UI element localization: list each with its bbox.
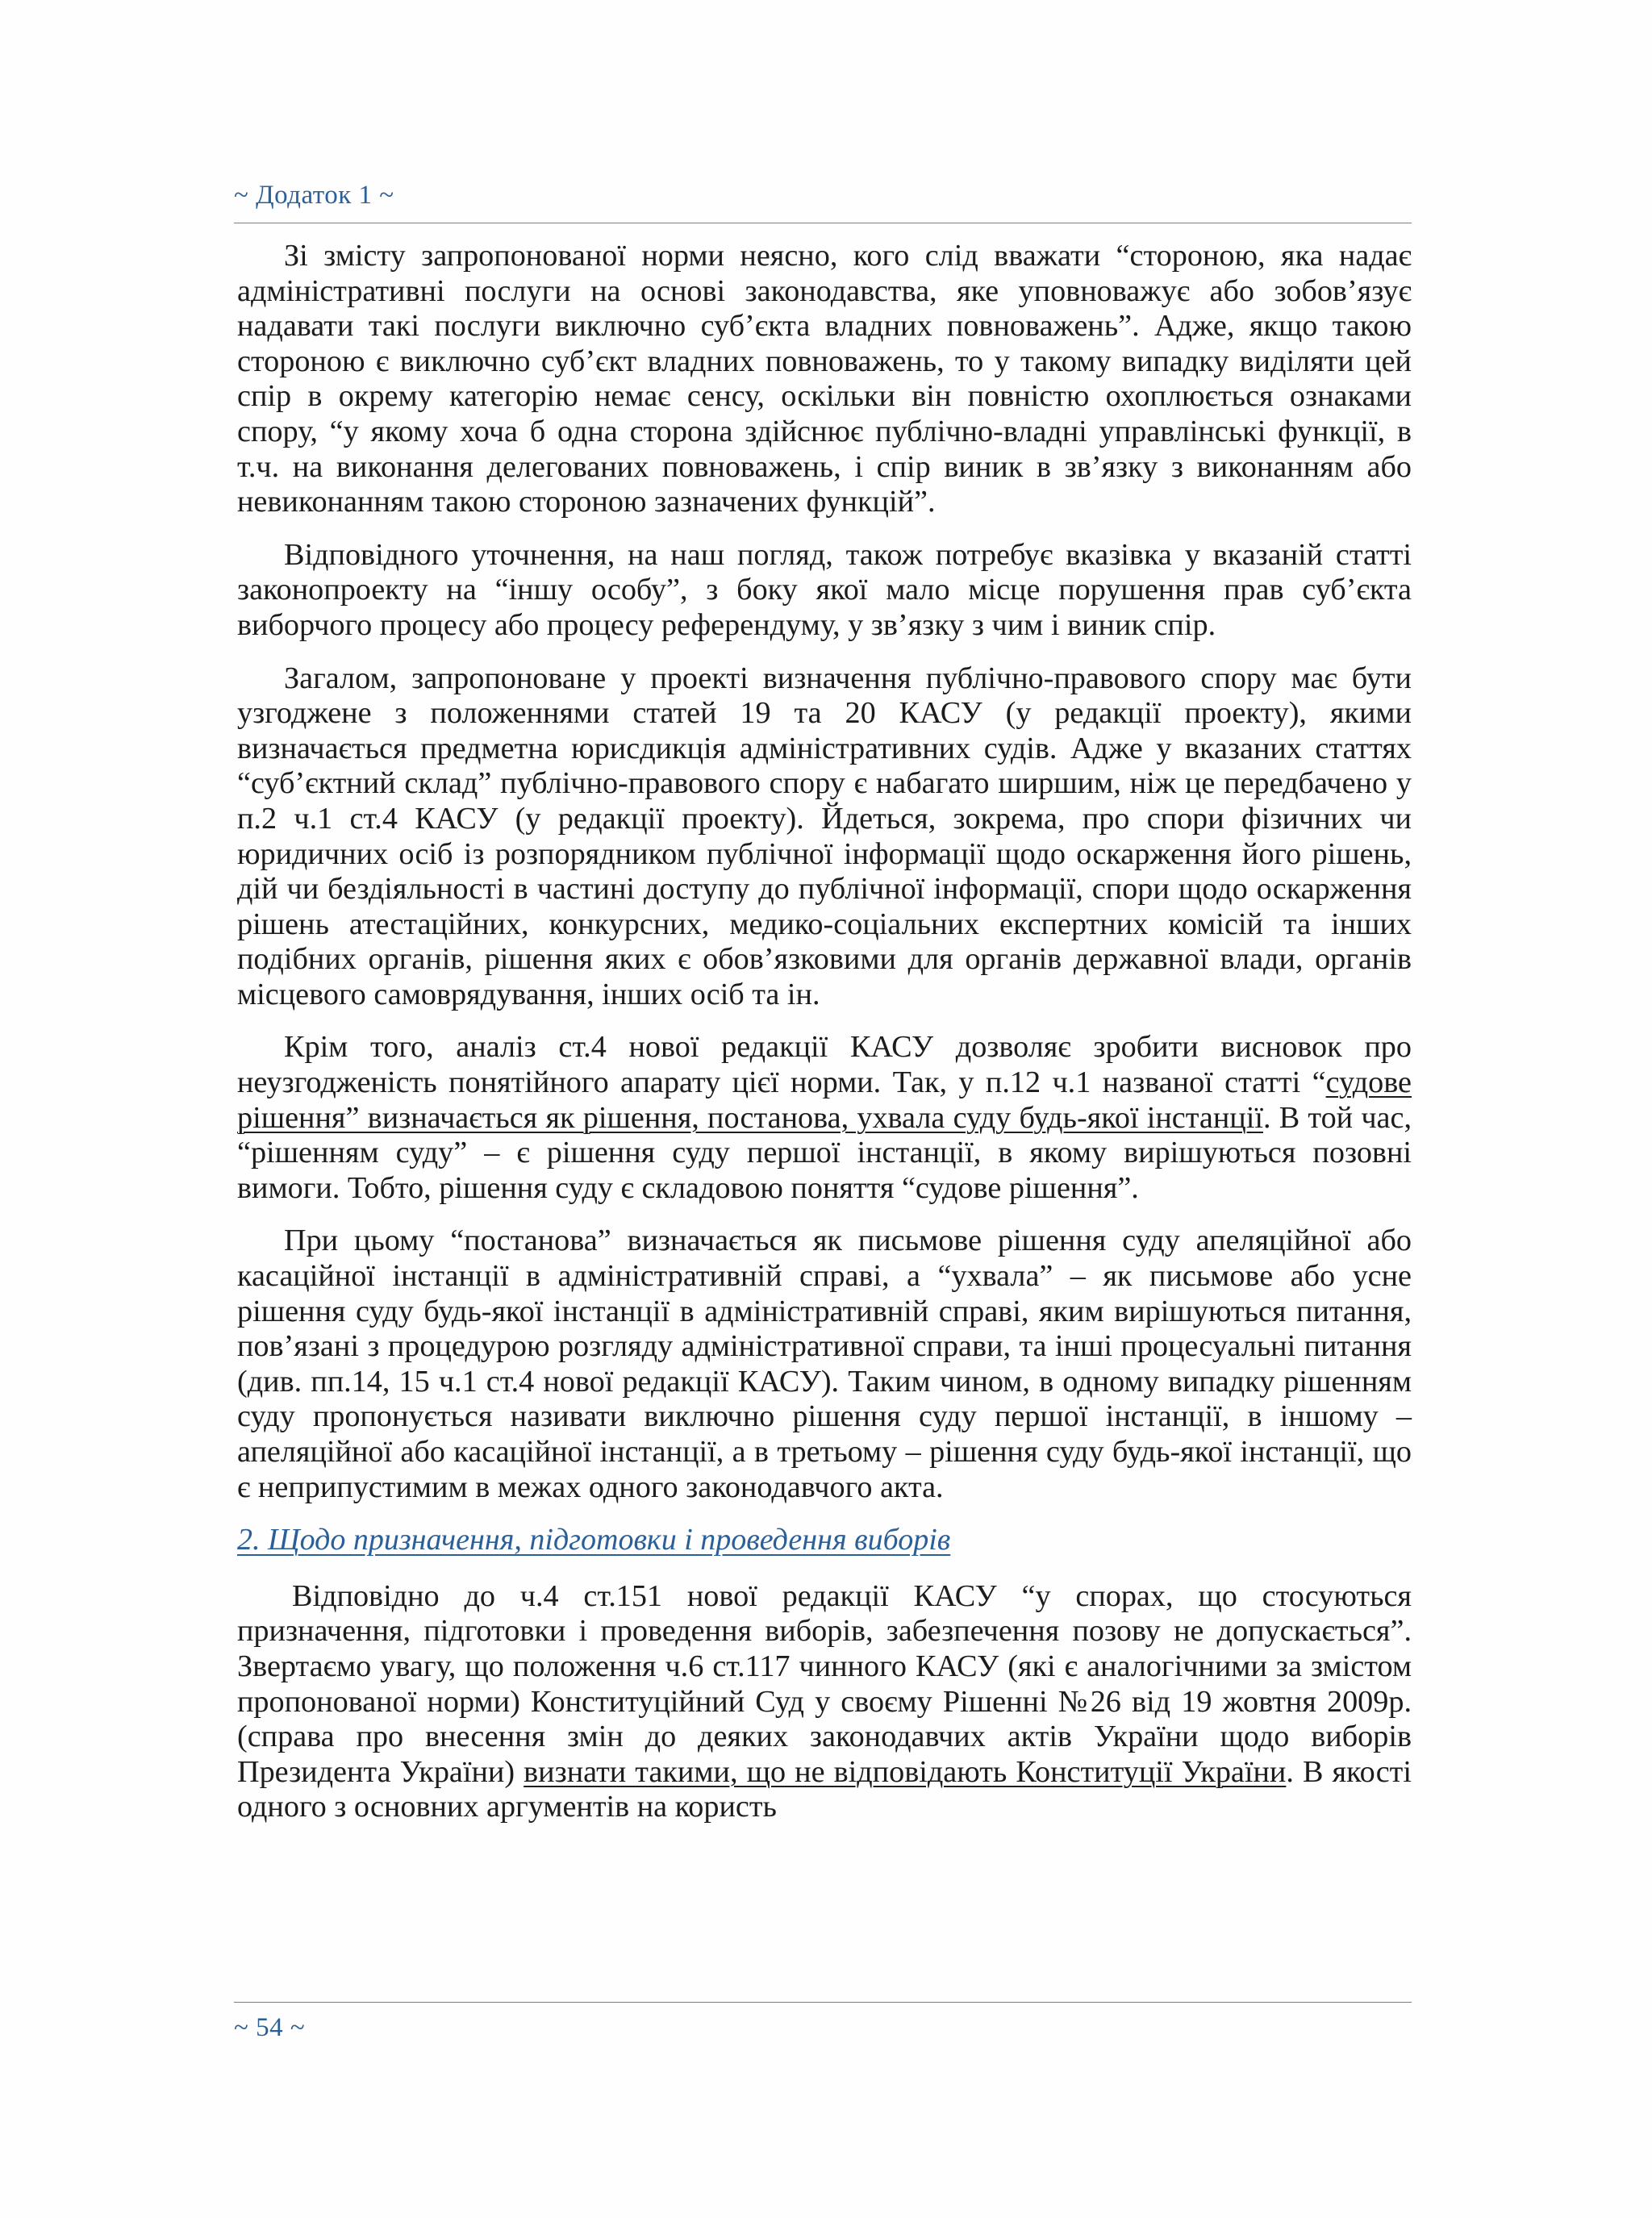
paragraph-5: При цьому “постанова” визначається як письмове рішення суду апеляційної або касаційної інстанції в адміністративній справі, а “ухвала” – як письмове або усне рішення суду будь-якої інстанції в адміністративній справі, яким вирішуються питання, пов’язані з процедурою розгляду адміністративної справи, та інші процесуальні питання (див. пп.14, 15 ч.1 ст.4 нової редакції КАСУ). Таким чином, в одному випадку рішенням суду пропонується називати виключно рішення суду першої інстанції, в іншому – апеляційної або касаційної інстанції, а в третьому – рішення суду будь-якої інстанції, що є неприпустимим в межах одного законодавчого акта. [237,1224,1412,1504]
paragraph-3: Загалом, запропоноване у проекті визначення публічно-правового спору має бути узгоджене з положеннями статей 19 та 20 КАСУ (у редакції проекту), якими визначається предметна юрисдикція адміністративних судів. Адже у вказаних статтях “суб’єктний склад” публічно-правового спору є набагато ширшим, ніж це передбачено у п.2 ч.1 ст.4 КАСУ (у редакції проекту). Йдеться, зокрема, про спори фізичних чи юридичних осіб із розпорядником публічної інформації щодо оскарження його рішень, дій чи бездіяльності в частині доступу до публічної інформації, спори щодо оскарження рішень атестаційних, конкурсних, медико-соціальних експертних комісій та інших подібних органів, рішення яких є обов’язковими для органів державної влади, органів місцевого самоврядування, інших осіб та ін. [237,661,1412,1011]
page-number: ~ 54 ~ [234,2013,306,2042]
paragraph-1: Зі змісту запропонованої норми неясно, кого слід вважати “стороною, яка надає адміністративні послуги на основі законодавства, яке уповноважує або зобов’язує надавати такі послуги виключно суб’єкта владних повноважень”. Адже, якщо такою стороною є виключно суб’єкт владних повноважень, то у такому випадку виділяти цей спір в окрему категорію немає сенсу, оскільки він повністю охоплюється ознаками спору, “у якому хоча б одна сторона здійснює публічно-владні управлінські функції, в т.ч. на виконання делегованих повноважень, і спір виник в зв’язку з виконанням або невиконанням такою стороною зазначених функцій”. [237,239,1412,519]
running-header: ~ Додаток 1 ~ [234,181,394,210]
paragraph-6 [237,1579,1412,1825]
paragraph-4-text-end: . В той час, “рішенням суду” – є рішення суду першої інстанції, в якому вирішуються позовні вимоги. Тобто, рішення суду є складовою поняття “судове рішення”. [237,1100,1412,1205]
paragraph-6-text-end: . В якості одного з основних аргументів на користь [237,1754,1412,1824]
page-body [237,239,1412,1825]
paragraph-4 [237,1030,1412,1206]
paragraph-6-underlined-text: визнати такими, що не відповідають Конституції України [524,1754,1287,1789]
paragraph-2: Відповідного уточнення, на наш погляд, також потребує вказівка у вказаній статті законопроекту на “іншу особу”, з боку якої мало місце порушення прав суб’єкта виборчого процесу або процесу референдуму, у зв’язку з чим і виник спір. [237,537,1412,642]
paragraph-4-text-start: Крім того, аналіз ст.4 нової редакції КАСУ дозволяє зробити висновок про неузгодженість понятійного апарату цієї норми. Так, у п.12 ч.1 названої статті “ [237,1030,1412,1100]
paragraph-6-text-start: Відповідно до ч.4 ст.151 нової редакції КАСУ “у спорах, що стосуються призначення, підготовки і проведення виборів, забезпечення позову не допускається”. Звертаємо увагу, що положення ч.6 ст.117 чинного КАСУ (які є аналогічними за змістом пропонованої норми) Конституційний Суд у своєму Рішенні №26 від 19 жовтня 2009р. (справа про внесення змін до деяких законодавчих актів України щодо виборів Президента України) [237,1578,1412,1789]
section-heading: 2. Щодо призначення, підготовки і проведення виборів [237,1523,951,1557]
paragraph-4-underlined-text: судове рішення” визначається як рішення, постанова, ухвала суду будь-якої інстанції [237,1065,1412,1135]
footer-rule [234,2002,1412,2003]
